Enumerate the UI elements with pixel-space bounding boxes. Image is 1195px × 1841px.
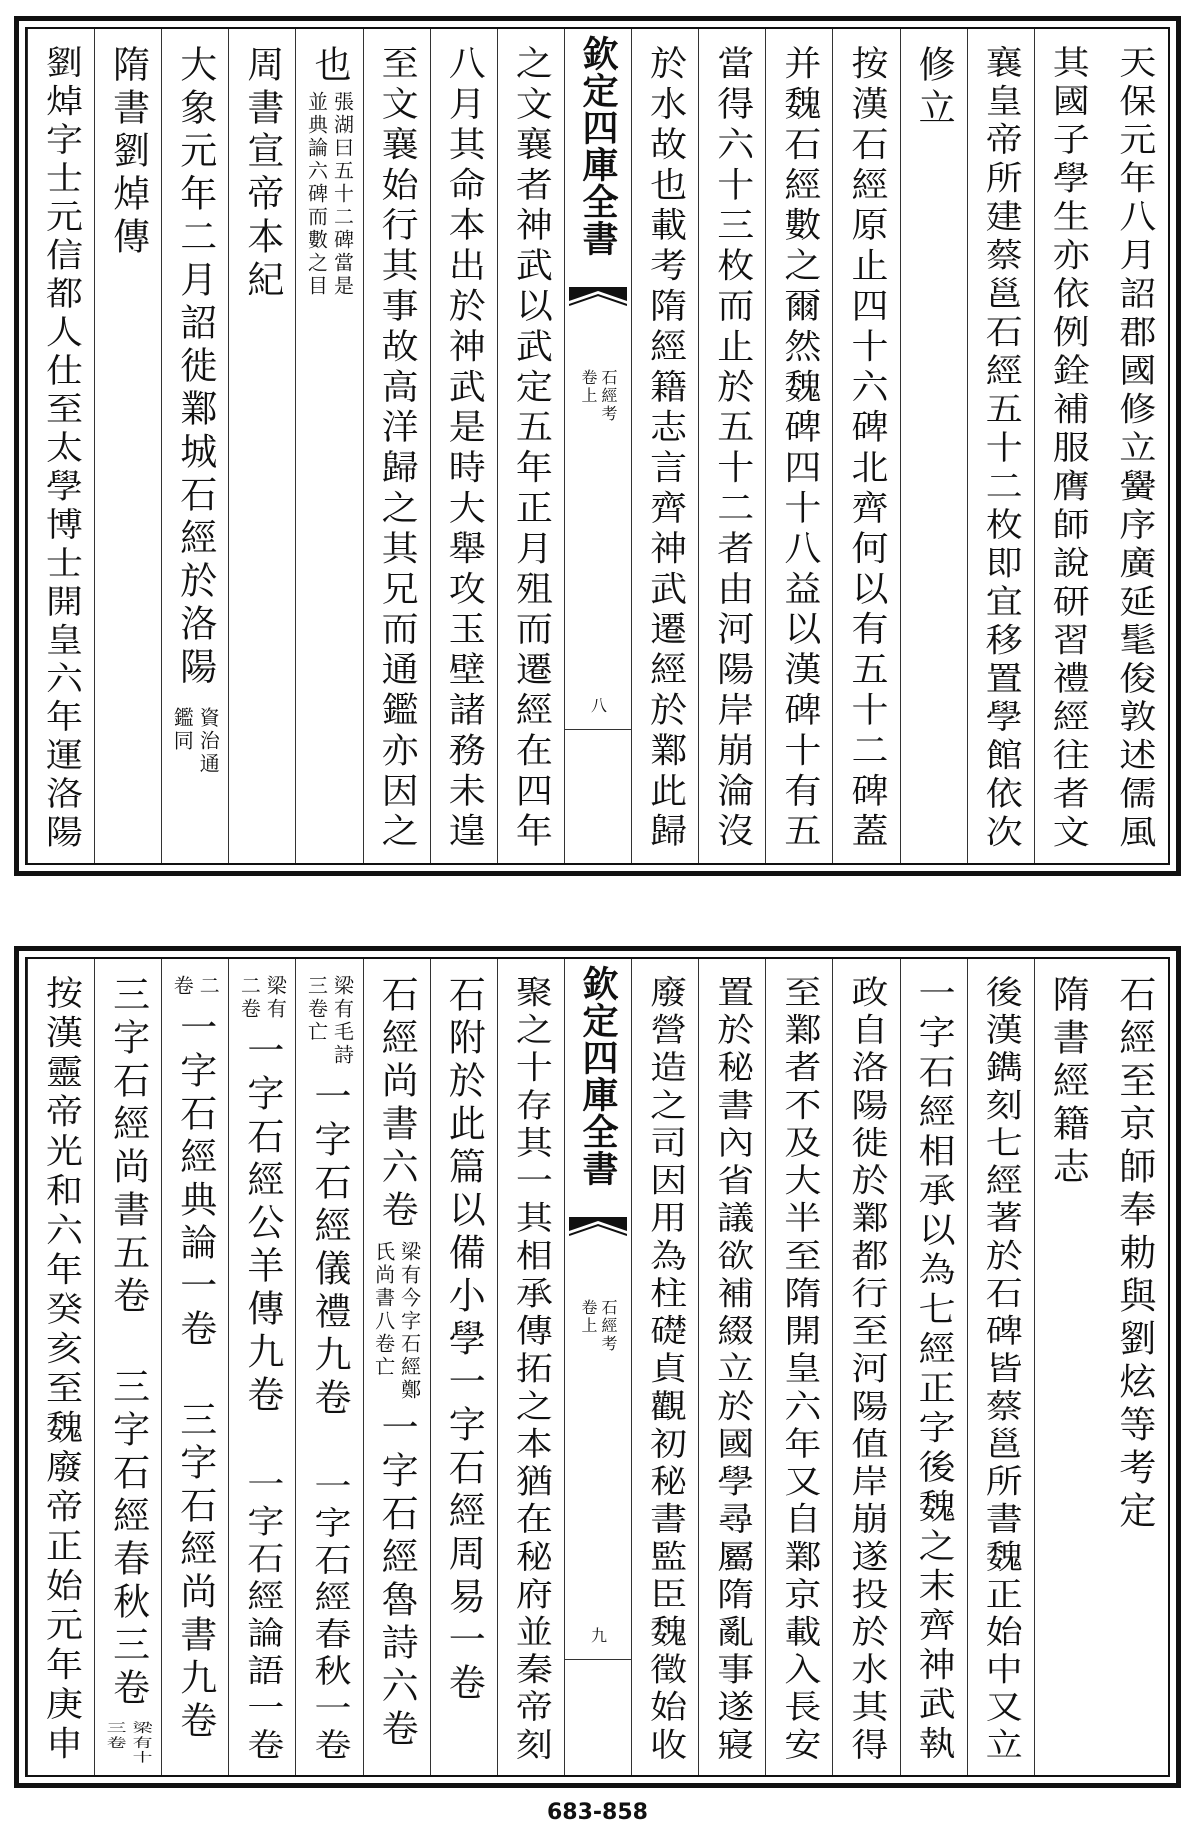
text-column <box>228 959 295 1775</box>
text-column <box>363 29 430 863</box>
annotation-line: 梁有 <box>263 975 288 1021</box>
annotation <box>296 975 362 1067</box>
main-text: 也 <box>308 45 352 88</box>
annotation <box>229 975 295 1021</box>
main-text: 一字石經公羊傳九卷 <box>240 1031 284 1418</box>
main-text-continued: 一字石經春秋一卷 <box>308 1469 352 1765</box>
text-column <box>832 29 899 863</box>
fish-tail-mark <box>569 1217 627 1243</box>
text-column <box>1034 29 1101 863</box>
main-text: 石經至京師奉勅與劉炫等考定 <box>1112 975 1156 1534</box>
annotation <box>162 975 228 998</box>
main-text: 一字石經儀禮九卷 <box>308 1077 352 1421</box>
main-text-continued: 一字石經魯詩六卷 <box>375 1408 419 1752</box>
annotation-line: 卷 <box>170 975 195 998</box>
annotation-line: 氏尚書八卷亡 <box>371 1241 396 1379</box>
text-column <box>161 29 228 863</box>
annotation-line: 並典論六碑而數之目 <box>304 91 329 298</box>
text-column <box>631 959 698 1775</box>
annotation <box>364 1241 430 1402</box>
chapter-label-part: 卷上 <box>578 369 598 405</box>
fish-tail-mark <box>569 287 627 313</box>
text-column <box>94 29 161 863</box>
text-column <box>698 959 765 1775</box>
main-text: 劉焯字士元信都人仕至太學博士開皇六年運洛陽 <box>39 45 83 853</box>
main-text: 襄皇帝所建蔡邕石經五十二枚即宜移置學館依次 <box>979 45 1023 853</box>
main-text: 其國子學生亦依例銓補服膺師說研習禮經往者文 <box>1046 45 1090 853</box>
text-column <box>94 959 161 1775</box>
text-column <box>363 959 430 1775</box>
text-column <box>295 29 362 863</box>
main-text: 隋書劉焯傳 <box>106 45 150 260</box>
annotation <box>162 707 228 776</box>
divider <box>565 1659 631 1660</box>
divider <box>565 729 631 730</box>
main-text: 大象元年二月詔徙鄴城石經於洛陽 <box>173 45 217 690</box>
text-column <box>832 959 899 1775</box>
chapter-label <box>565 1299 631 1353</box>
main-text: 周書宣帝本紀 <box>240 45 284 303</box>
main-text: 聚之十存其一其相承傳拓之本猶在秘府並秦帝刻 <box>509 975 553 1765</box>
text-column <box>900 29 967 863</box>
main-text: 至文襄始行其事故高洋歸之其兄而通鑑亦因之 <box>375 45 419 853</box>
text-column <box>900 959 967 1775</box>
center-column <box>564 959 631 1775</box>
text-column <box>765 29 832 863</box>
page-code: 683-858 <box>547 1800 648 1825</box>
book-title: 欽定四庫全書 <box>576 35 619 257</box>
main-text: 政自洛陽徙於鄴都行至河陽值岸崩遂投於水其得 <box>844 975 888 1765</box>
text-column <box>228 29 295 863</box>
text-column <box>765 959 832 1775</box>
annotation-line: 鑑同 <box>170 707 195 753</box>
main-text-continued: 一字石經論語一卷 <box>240 1467 284 1765</box>
bottom-page <box>14 946 1181 1788</box>
chapter-label-part: 卷上 <box>578 1299 598 1335</box>
main-text: 按漢靈帝光和六年癸亥至魏廢帝正始元年庚申 <box>39 975 83 1765</box>
main-text: 石經尚書六卷 <box>375 975 419 1233</box>
main-text: 之文襄者神武以武定五年正月殂而遷經在四年 <box>509 45 553 853</box>
annotation-line: 三卷 <box>103 1721 128 1751</box>
main-text: 於水故也載考隋經籍志言齊神武遷經於鄴此歸 <box>643 45 687 853</box>
center-column <box>564 29 631 863</box>
main-text: 一字石經相承以為七經正字後魏之末齊神武執 <box>912 975 956 1765</box>
main-text: 置於秘書內省議欲補綴立於國學尋屬隋亂事遂寢 <box>710 975 754 1765</box>
annotation-line: 張湖曰五十二碑當是 <box>330 91 355 298</box>
text-column <box>1034 959 1101 1775</box>
text-column <box>967 959 1034 1775</box>
main-text: 按漢石經原止四十六碑北齊何以有五十二碑蓋 <box>844 45 888 853</box>
main-text: 修立 <box>912 45 956 131</box>
page-number: 八 <box>588 697 608 713</box>
main-text: 廢營造之司因用為柱礎貞觀初秘書監臣魏徵始收 <box>643 975 687 1765</box>
main-text: 并魏石經數之爾然魏碑四十八益以漢碑十有五 <box>777 45 821 853</box>
main-text: 隋書經籍志 <box>1046 975 1090 1190</box>
annotation-line: 梁有今字石經鄭 <box>397 1241 422 1402</box>
text-column <box>1101 959 1168 1775</box>
main-text-continued: 三字石經尚書九卷 <box>173 1400 217 1744</box>
main-text: 石附於此篇以備小學一字石經周易一卷 <box>442 975 486 1706</box>
main-text-continued: 三字石經春秋三卷 <box>106 1367 150 1711</box>
text-column <box>430 29 497 863</box>
main-text: 一字石經典論一卷 <box>173 1008 217 1352</box>
chapter-label <box>565 369 631 423</box>
text-column <box>430 959 497 1775</box>
text-column <box>27 959 94 1775</box>
annotation-line: 資治通 <box>196 707 221 776</box>
main-text: 至鄴者不及大半至隋開皇六年又自鄴京載入長安 <box>777 975 821 1765</box>
annotation-line: 二卷 <box>237 975 262 1021</box>
annotation <box>296 91 362 298</box>
annotation-line: 梁有毛詩 <box>330 975 355 1067</box>
main-text: 天保元年八月詔郡國修立黌序廣延髦俊敦述儒風 <box>1112 45 1156 853</box>
page-number: 九 <box>588 1627 608 1643</box>
book-title: 欽定四庫全書 <box>576 965 619 1187</box>
text-column <box>497 29 564 863</box>
main-text: 八月其命本出於神武是時大舉攻玉壁諸務未遑 <box>442 45 486 853</box>
top-page-frame <box>25 27 1170 865</box>
text-column <box>27 29 94 863</box>
annotation-line: 梁有十 <box>129 1721 154 1765</box>
text-column <box>967 29 1034 863</box>
annotation-line: 二 <box>196 975 221 998</box>
text-column <box>698 29 765 863</box>
bottom-page-frame <box>25 957 1170 1777</box>
chapter-label-part: 石經考 <box>598 1299 618 1353</box>
text-column <box>497 959 564 1775</box>
top-page <box>14 16 1181 876</box>
main-text: 三字石經尚書五卷 <box>106 975 150 1319</box>
text-column <box>1101 29 1168 863</box>
annotation-line: 三卷亡 <box>304 975 329 1044</box>
main-text: 後漢鐫刻七經著於石碑皆蔡邕所書魏正始中又立 <box>979 975 1023 1765</box>
text-column <box>631 29 698 863</box>
annotation <box>95 1721 161 1765</box>
text-column <box>161 959 228 1775</box>
main-text: 當得六十三枚而止於五十二者由河陽岸崩淪沒 <box>710 45 754 853</box>
chapter-label-part: 石經考 <box>598 369 618 423</box>
text-column <box>295 959 362 1775</box>
